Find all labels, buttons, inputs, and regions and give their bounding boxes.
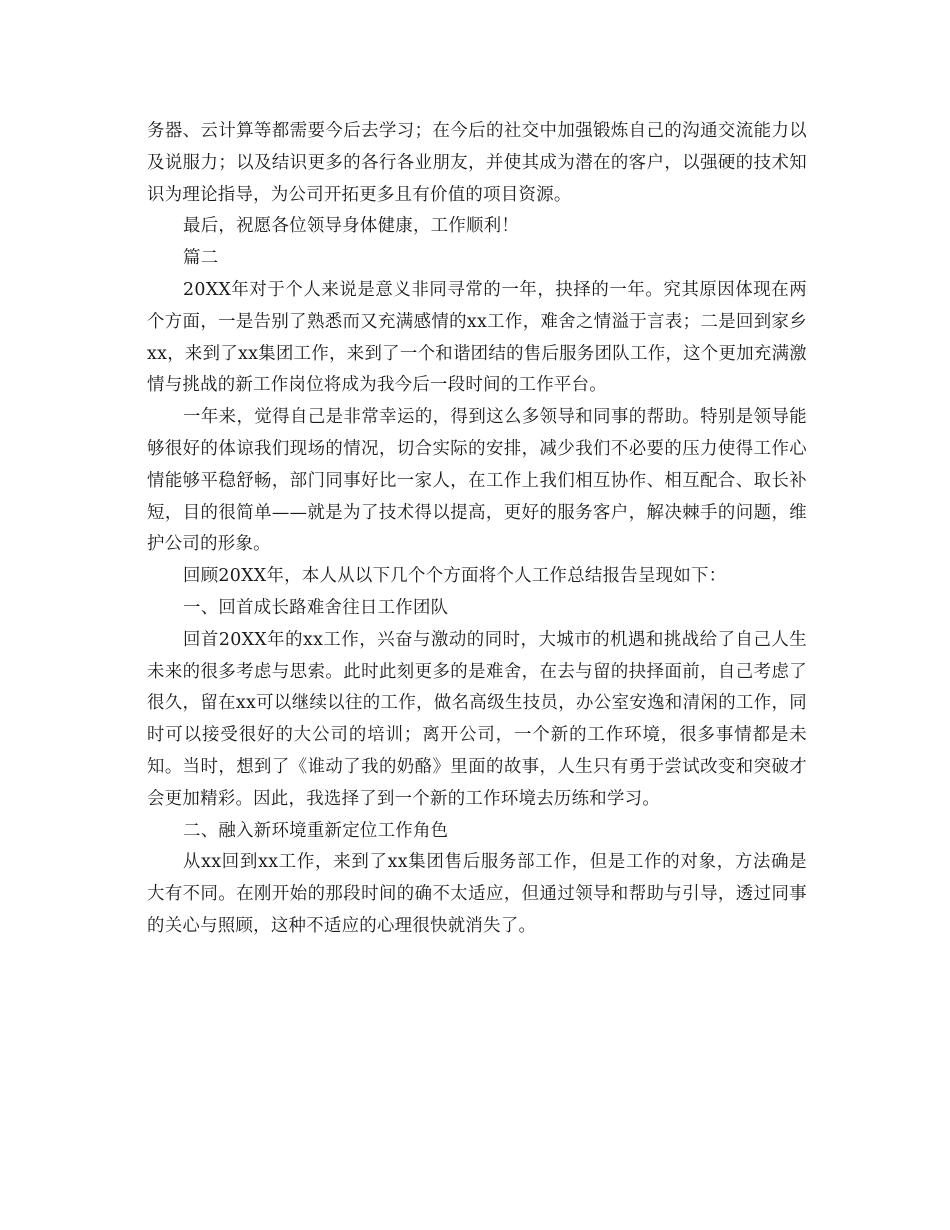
- section-heading-2: 二、融入新环境重新定位工作角色: [183, 820, 449, 841]
- section-heading-1: 一、回首成长路难舍往日工作团队: [183, 597, 449, 618]
- paragraph-4: 一年来，觉得自己是非常幸运的，得到这么多领导和同事的帮助。特别是领导能够很好的体谅我们现场的情况，切合实际的安排，减少我们不必要的压力使得工作心情能够平稳舒畅，部门同事好比一家人，在工作上我们相互协作、相互配合、取长补短，目的很简单——就是为了技术得以提高，更好的服务客户，解决棘手的问题，维护公司的形象。: [147, 407, 807, 555]
- section-heading-part-two: 篇二: [183, 248, 219, 269]
- document-body: [147, 116, 807, 943]
- paragraph-2: 最后，祝愿各位领导身体健康，工作顺利！: [183, 216, 520, 237]
- paragraph-5: 回顾20XX年，本人从以下几个个方面将个人工作总结报告呈现如下：: [183, 566, 727, 587]
- paragraph-6: 回首20XX年的xx工作，兴奋与激动的同时，大城市的机遇和挑战给了自己人生未来的很多考虑与思索。此时此刻更多的是难舍，在去与留的抉择面前，自己考虑了很久，留在xx可以继续以往的工作，做名高级生技员，办公室安逸和清闲的工作，同时可以接受很好的大公司的培训；离开公司，一个新的工作环境，很多事情都是未知。当时，想到了《谁动了我的奶酪》里面的故事，人生只有勇于尝试改变和突破才会更加精彩。因此，我选择了到一个新的工作环境去历练和学习。: [147, 629, 807, 809]
- paragraph-7: 从xx回到xx工作，来到了xx集团售后服务部工作，但是工作的对象，方法确是大有不同。在刚开始的那段时间的确不太适应，但通过领导和帮助与引导，透过同事的关心与照顾，这种不适应的心理很快就消失了。: [147, 852, 807, 936]
- paragraph-3: 20XX年对于个人来说是意义非同寻常的一年，抉择的一年。究其原因体现在两个方面，一是告别了熟悉而又充满感情的xx工作，难舍之情溢于言表；二是回到家乡xx，来到了xx集团工作，来到了一个和谐团结的售后服务团队工作，这个更加充满激情与挑战的新工作岗位将成为我今后一段时间的工作平台。: [147, 279, 807, 396]
- paragraph-1: 务器、云计算等都需要今后去学习；在今后的社交中加强锻炼自己的沟通交流能力以及说服力；以及结识更多的各行各业朋友，并使其成为潜在的客户，以强硬的技术知识为理论指导，为公司开拓更多且有价值的项目资源。: [147, 121, 807, 205]
